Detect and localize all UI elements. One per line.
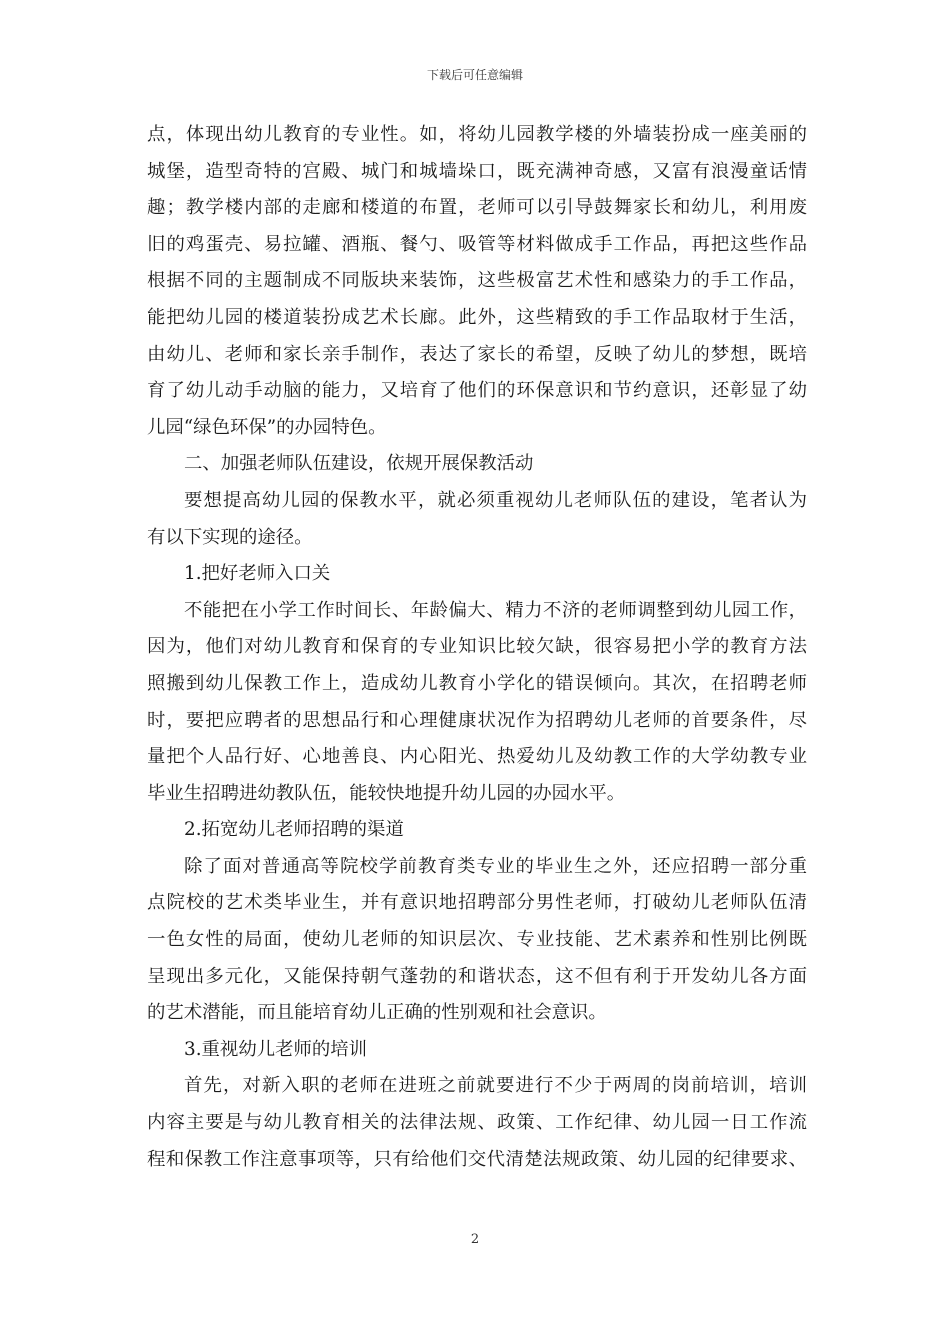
text-line: 量把个人品行好、心地善良、内心阳光、热爱幼儿及幼教工作的大学幼教专业 (147, 746, 807, 768)
text-line: 由幼儿、老师和家长亲手制作，表达了家长的希望，反映了幼儿的梦想，既培 (147, 343, 807, 365)
text-line: 能把幼儿园的楼道装扮成艺术长廊。此外，这些精致的手工作品取材于生活， (147, 306, 807, 328)
paragraph (147, 117, 807, 446)
paragraph (147, 1068, 807, 1178)
page-header: 下载后可任意编辑 (426, 68, 523, 82)
paragraph (147, 849, 807, 1032)
text-line: 要想提高幼儿园的保教水平，就必须重视幼儿老师队伍的建设，笔者认为 (184, 489, 807, 511)
heading-line: 2.拓宽幼儿老师招聘的渠道 (184, 819, 404, 841)
text-line: 除了面对普通高等院校学前教育类专业的毕业生之外，还应招聘一部分重 (184, 855, 807, 877)
text-line: 程和保教工作注意事项等，只有给他们交代清楚法规政策、幼儿园的纪律要求、 (147, 1148, 807, 1170)
text-line: 一色女性的局面，使幼儿老师的知识层次、专业技能、艺术素养和性别比例既 (147, 929, 807, 951)
subsection-heading (147, 1032, 807, 1069)
text-line: 呈现出多元化，又能保持朝气蓬勃的和谐状态，这不但有利于开发幼儿各方面 (147, 965, 807, 987)
text-line: 点院校的艺术类毕业生，并有意识地招聘部分男性老师，打破幼儿老师队伍清 (147, 892, 807, 914)
text-line: 点，体现出幼儿教育的专业性。如，将幼儿园教学楼的外墙装扮成一座美丽的 (147, 124, 807, 145)
text-line: 毕业生招聘进幼教队伍，能较快地提升幼儿园的办园水平。 (147, 782, 626, 804)
text-line: 育了幼儿动手动脑的能力，又培育了他们的环保意识和节约意识，还彰显了幼 (147, 380, 807, 402)
text-line: 儿园“绿色环保”的办园特色。 (147, 416, 387, 438)
heading-line: 二、加强老师队伍建设，依规开展保教活动 (184, 453, 534, 475)
heading-line: 1.把好老师入口关 (184, 563, 331, 585)
paragraph (147, 483, 807, 556)
text-line: 有以下实现的途径。 (147, 526, 313, 548)
text-line: 照搬到幼儿保教工作上，造成幼儿教育小学化的错误倾向。其次，在招聘老师 (147, 672, 807, 694)
document-body (147, 117, 807, 1178)
paragraph (147, 593, 807, 813)
text-line: 首先，对新入职的老师在进班之前就要进行不少于两周的岗前培训，培训 (184, 1075, 807, 1097)
text-line: 趣；教学楼内部的走廊和楼道的布置，老师可以引导鼓舞家长和幼儿，利用废 (147, 197, 807, 219)
text-line: 旧的鸡蛋壳、易拉罐、酒瓶、餐勺、吸管等材料做成手工作品，再把这些作品 (147, 233, 807, 255)
text-line: 城堡，造型奇特的宫殿、城门和城墙垛口，既充满神奇感，又富有浪漫童话情 (147, 160, 807, 182)
text-line: 不能把在小学工作时间长、年龄偏大、精力不济的老师调整到幼儿园工作， (184, 599, 807, 621)
subsection-heading (147, 812, 807, 849)
section-heading (147, 446, 807, 483)
heading-line: 3.重视幼儿老师的培训 (184, 1038, 368, 1060)
text-line: 根据不同的主题制成不同版块来装饰，这些极富艺术性和感染力的手工作品， (147, 270, 807, 292)
text-line: 内容主要是与幼儿教育相关的法律法规、政策、工作纪律、幼儿园一日工作流 (147, 1112, 807, 1134)
text-line: 因为，他们对幼儿教育和保育的专业知识比较欠缺，很容易把小学的教育方法 (147, 636, 807, 658)
text-line: 的艺术潜能，而且能培育幼儿正确的性别观和社会意识。 (147, 1002, 607, 1024)
text-line: 时，要把应聘者的思想品行和心理健康状况作为招聘幼儿老师的首要条件，尽 (147, 709, 807, 731)
page-number: 2 (470, 1232, 480, 1247)
subsection-heading (147, 556, 807, 593)
